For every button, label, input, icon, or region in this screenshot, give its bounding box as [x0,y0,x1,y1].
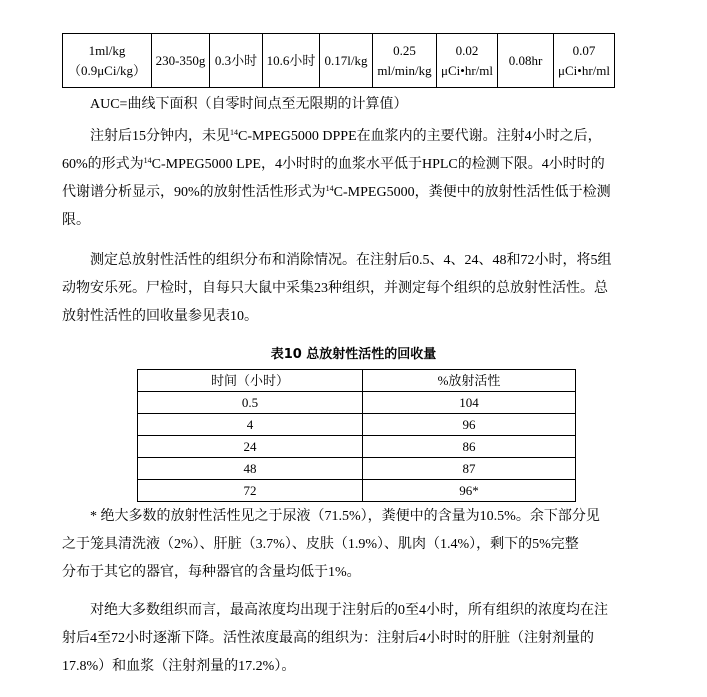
metabolism-paragraph: 注射后15分钟内，未见$^{14}$C-MPEG5000 DPPE在血浆内的主要代谢。注射4小时之后， 60%的形式为$^{14}$C-MPEG5000 LPE，4小时时的血浆水平低于HPLC的检测下限。4小时时的 代谢谱分析显示，90%的放射性活性形式为$^{14}$C-MPEG5000，粪便中的放射性活性低于检测 限。 [62,128,611,228]
table-cell: 230-350g [152,34,210,88]
table-cell: 0.07 μCi•hr/ml [554,34,615,88]
recovery-table [137,369,576,502]
pk-parameters-table [62,33,615,88]
table-cell: 0.3小时 [210,34,263,88]
table-caption: 表10 总放射性活性的回收量 [270,347,437,362]
auc-footnote: AUC=曲线下面积（自零时间点至无限期的计算值） [90,97,408,112]
table-row [63,34,615,88]
table-cell: 1ml/kg （0.9μCi/kg） [63,34,152,88]
table-row: 48 87 [138,458,576,480]
concentration-paragraph: 对绝大多数组织而言，最高浓度均出现于注射后的0至4小时，所有组织的浓度均在注 射后4至72小时逐渐下降。活性浓度最高的组织为：注射后4小时时的肝脏（注射剂量的 17.8%）和血浆（注射剂量的17.2%）。 [62,603,608,674]
table-row: 24 86 [138,436,576,458]
table-header-row [138,370,576,392]
table-cell: 0.25 ml/min/kg [373,34,437,88]
table-row: 0.5 104 [138,392,576,414]
column-header-time: 时间（小时） [138,370,363,392]
table-cell: 0.17l/kg [320,34,373,88]
table-row: 4 96 [138,414,576,436]
table-cell: 0.08hr [498,34,554,88]
table-row: 72 96* [138,480,576,502]
distribution-paragraph: 测定总放射性活性的组织分布和消除情况。在注射后0.5、4、24、48和72小时，将5组 动物安乐死。尸检时，自每只大鼠中采集23种组织，并测定每个组织的总放射性活性。总 放射性活性的回收量参见表10。 [62,253,612,324]
excretion-paragraph: * 绝大多数的放射性活性见之于尿液（71.5%），粪便中的含量为10.5%。余下部分见 之于笼具清洗液（2%）、肝脏（3.7%）、皮肤（1.9%）、肌肉（1.4%），剩下的5%完整 分布于其它的器官，每种器官的含量均低于1%。 [62,509,600,580]
table-cell: 0.02 μCi•hr/ml [437,34,498,88]
table-cell: 10.6小时 [263,34,320,88]
column-header-activity: %放射活性 [363,370,576,392]
